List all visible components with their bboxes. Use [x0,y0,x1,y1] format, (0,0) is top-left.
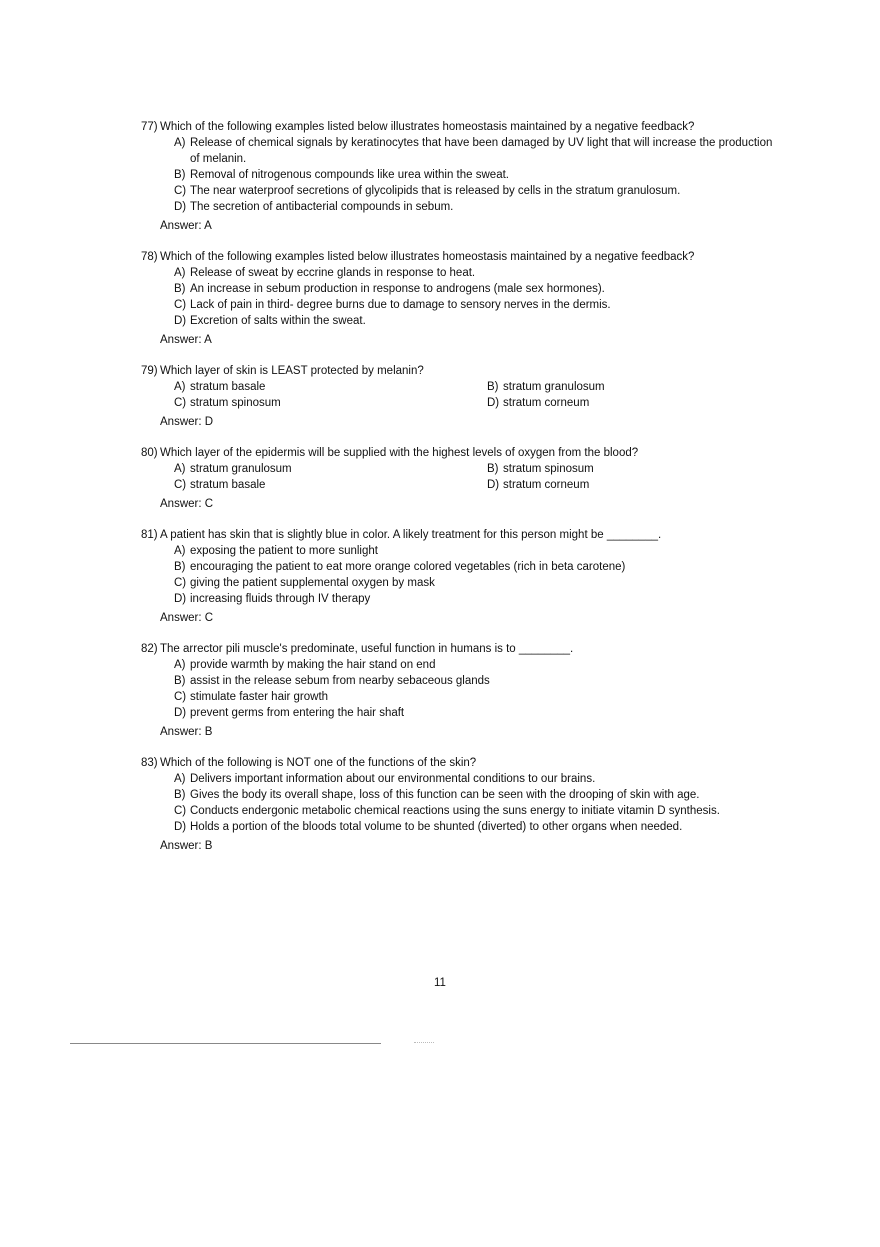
question-stem [141,445,781,461]
option-letter: A) [174,267,186,279]
option-letter: D) [174,821,187,833]
question-81 [141,527,781,626]
question-text: Which of the following examples listed below illustrates homeostasis maintained by a negative feedback? [160,121,695,133]
option-text: Release of sweat by eccrine glands in response to heat. [190,267,476,279]
option-text: provide warmth by making the hair stand on end [190,659,436,671]
question-79 [141,363,781,430]
option-letter: D) [174,707,187,719]
option-letter: D) [174,593,187,605]
option-c [174,689,781,705]
option-letter: A) [174,463,186,475]
option-letter: B) [487,463,499,475]
option-letter: A) [174,381,186,393]
answer-value: A [204,334,212,346]
option-b [487,461,781,477]
option-letter: D) [487,479,500,491]
question-text: Which of the following is NOT one of the functions of the skin? [160,757,477,769]
option-d [174,199,781,215]
question-stem [141,119,781,135]
question-82 [141,641,781,740]
option-text: stratum basale [190,381,266,393]
answer-value: B [204,840,213,852]
option-d [174,819,781,835]
option-list [174,265,781,329]
option-c [174,803,781,819]
option-text: The secretion of antibacterial compounds in sebum. [190,201,454,213]
option-text: stratum granulosum [190,463,292,475]
option-text: assist in the release sebum from nearby sebaceous glands [190,675,490,687]
question-text: The arrector pili muscle's predominate, useful function in humans is to ________. [160,643,574,655]
question-number: 80) [141,447,158,459]
question-list [141,119,781,869]
question-stem [141,363,781,379]
answer-label: Answer: [160,726,202,738]
question-number: 82) [141,643,158,655]
footer-divider [70,1043,381,1044]
option-text: stratum basale [190,479,266,491]
option-text: Removal of nitrogenous compounds like urea within the sweat. [190,169,509,181]
option-b [174,559,781,575]
option-d [174,705,781,721]
option-letter: C) [174,577,187,589]
answer-label: Answer: [160,220,202,232]
option-b [174,673,781,689]
option-text: Lack of pain in third- degree burns due to damage to sensory nerves in the dermis. [190,299,611,311]
question-number: 81) [141,529,158,541]
question-stem [141,249,781,265]
option-text: encouraging the patient to eat more orange colored vegetables (rich in beta carotene) [190,561,626,573]
option-letter: D) [174,315,187,327]
option-letter: A) [174,137,186,149]
option-list [174,657,781,721]
option-c [174,477,487,493]
option-text: Conducts endergonic metabolic chemical reactions using the suns energy to initiate vitamin D synthesis. [190,805,720,817]
option-letter: C) [174,185,187,197]
question-number: 78) [141,251,158,263]
answer-line [160,838,781,854]
question-80 [141,445,781,512]
question-77 [141,119,781,234]
option-letter: C) [174,479,187,491]
question-78 [141,249,781,348]
answer-line [160,218,781,234]
option-letter: D) [174,201,187,213]
option-letter: B) [174,561,186,573]
option-text: The near waterproof secretions of glycolipids that is released by cells in the stratum granulosum. [190,185,681,197]
question-text: Which of the following examples listed below illustrates homeostasis maintained by a negative feedback? [160,251,695,263]
footer-mark [414,1042,434,1043]
option-letter: B) [174,169,186,181]
option-letter: C) [174,691,187,703]
option-c [174,183,781,199]
option-grid [174,461,781,493]
answer-value: D [204,416,214,428]
answer-label: Answer: [160,840,202,852]
question-stem [141,641,781,657]
question-stem [141,755,781,771]
option-text: stratum spinosum [190,397,281,409]
option-list [174,543,781,607]
option-d [487,477,781,493]
option-d [487,395,781,411]
option-a [174,379,487,395]
answer-label: Answer: [160,334,202,346]
question-number: 79) [141,365,158,377]
answer-label: Answer: [160,498,202,510]
question-number: 77) [141,121,158,133]
option-letter: C) [174,805,187,817]
answer-line [160,610,781,626]
option-text: Release of chemical signals by keratinocytes that have been damaged by UV light that will increase the production of melanin. [190,137,773,165]
answer-line [160,496,781,512]
option-c [174,395,487,411]
question-stem [141,527,781,543]
answer-label: Answer: [160,612,202,624]
option-a [174,771,781,787]
option-text: Holds a portion of the bloods total volume to be shunted (diverted) to other organs when needed. [190,821,683,833]
answer-label: Answer: [160,416,202,428]
option-a [174,265,781,281]
option-text: stratum granulosum [503,381,605,393]
option-c [174,575,781,591]
option-letter: B) [174,675,186,687]
option-grid [174,379,781,411]
option-letter: A) [174,659,186,671]
question-text: Which layer of skin is LEAST protected by melanin? [160,365,424,377]
answer-line [160,332,781,348]
option-a [174,135,781,167]
option-text: stimulate faster hair growth [190,691,329,703]
answer-value: C [204,612,214,624]
option-text: stratum corneum [503,397,590,409]
option-d [174,313,781,329]
option-text: Excretion of salts within the sweat. [190,315,366,327]
option-a [174,543,781,559]
option-letter: C) [174,397,187,409]
question-text: Which layer of the epidermis will be supplied with the highest levels of oxygen from the blood? [160,447,639,459]
option-text: Delivers important information about our environmental conditions to our brains. [190,773,596,785]
option-letter: B) [174,283,186,295]
option-text: giving the patient supplemental oxygen by mask [190,577,435,589]
option-b [487,379,781,395]
option-d [174,591,781,607]
option-letter: D) [487,397,500,409]
answer-value: C [204,498,214,510]
question-number: 83) [141,757,158,769]
option-text: prevent germs from entering the hair shaft [190,707,405,719]
answer-value: A [204,220,212,232]
option-text: An increase in sebum production in response to androgens (male sex hormones). [190,283,605,295]
option-letter: A) [174,773,186,785]
option-b [174,787,781,803]
option-text: exposing the patient to more sunlight [190,545,378,557]
option-letter: B) [487,381,499,393]
page-number: 11 [434,977,446,989]
option-b [174,167,781,183]
option-letter: B) [174,789,186,801]
option-text: stratum spinosum [503,463,594,475]
option-letter: C) [174,299,187,311]
option-list [174,135,781,215]
option-text: Gives the body its overall shape, loss of this function can be seen with the drooping of skin with age. [190,789,700,801]
option-b [174,281,781,297]
option-list [174,771,781,835]
answer-line [160,724,781,740]
option-c [174,297,781,313]
option-text: increasing fluids through IV therapy [190,593,371,605]
option-a [174,657,781,673]
option-text: stratum corneum [503,479,590,491]
question-text: A patient has skin that is slightly blue in color. A likely treatment for this person might be ________. [160,529,662,541]
option-a [174,461,487,477]
answer-value: B [204,726,213,738]
answer-line [160,414,781,430]
question-83 [141,755,781,854]
option-letter: A) [174,545,186,557]
